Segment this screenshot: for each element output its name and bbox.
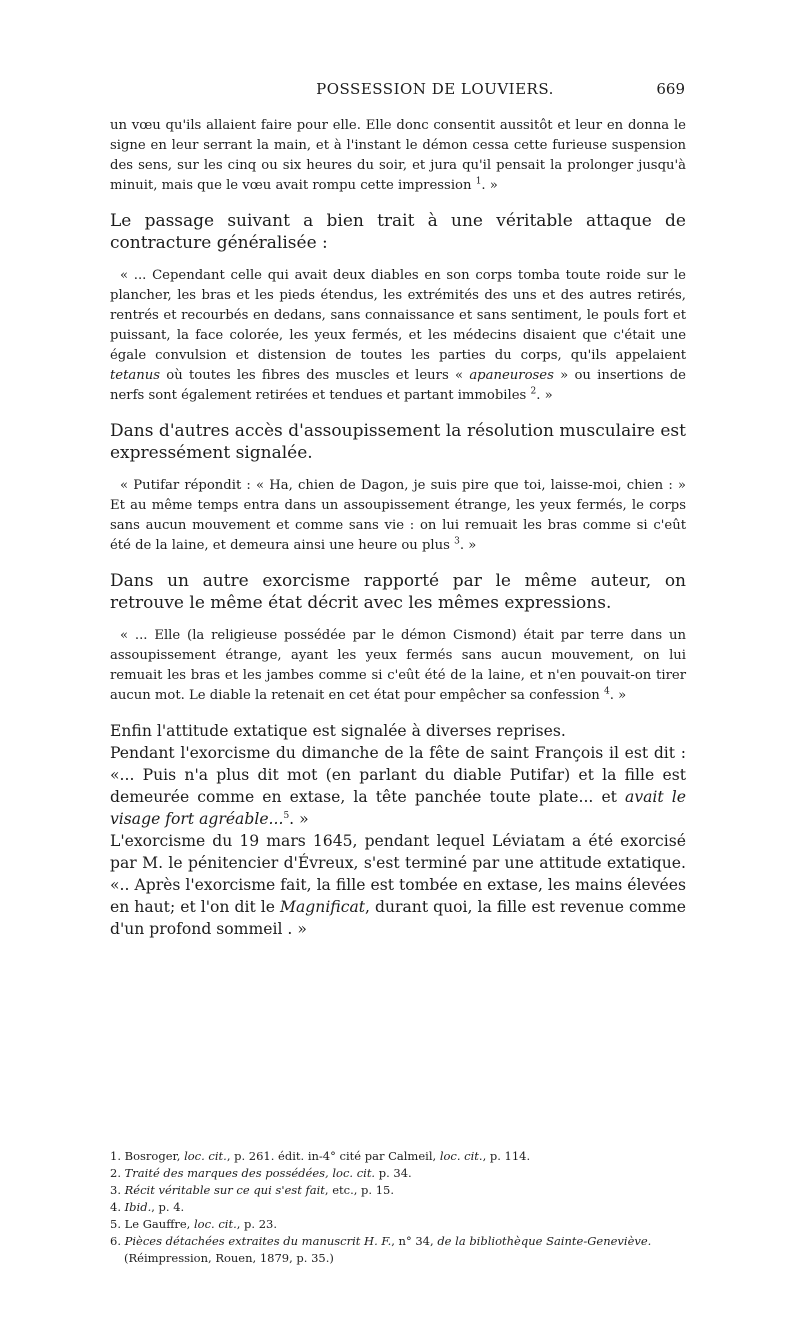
quote-contracture: « ... Cependant celle qui avait deux diables en son corps tomba toute roide sur le plancher, les bras et les pieds étendus, les extrémités des uns et des autres retirés, rentrés et recourbés en dedans, sans connaissance et sans sentiment, le pouls fort et puissant, la face colorée, les yeux fermés, et les médecins disaient que c'était une égale convulsion et distension de toutes les parties du corps, qu'ils appelaient tetanus où toutes les fibres des muscles et leurs « apaneuroses » ou insertions de nerfs sont également retirées et tendues et partant immobiles $^2$. »: [110, 268, 686, 403]
footnote-6: 6. Pièces détachées extraites du manuscrit H. F., n° 34, de la bibliothèque Sainte-Geneviève. (Réimpression, Rouen, 1879, p. 35.): [110, 1234, 652, 1265]
paragraph-lead-contracture: Le passage suivant a bien trait à une véritable attaque de contracture généralisée :: [110, 211, 686, 253]
footnote-1: 1. Bosroger, loc. cit., p. 261. édit. in-4° cité par Calmeil, loc. cit., p. 114.: [110, 1149, 531, 1163]
quote-putifar: « Putifar répondit : « Ha, chien de Dagon, je suis pire que toi, laisse-moi, chien : » Et au même temps entra dans un assoupissement étrange, les yeux fermés, le corps sans aucun mouvement et comme sans vie : on lui remuait les bras comme si c'eût été de la laine, et demeura ainsi une heure ou plus $^3$. »: [110, 478, 686, 553]
paragraph-leviatam: L'exorcisme du 19 mars 1645, pendant lequel Léviatam a été exorcisé par M. le pénitencier d'Évreux, s'est terminé par une attitude extatique. «.. Après l'exorcisme fait, la fille est tombée en extase, les mains élevées en haut; et l'on dit le Magnificat, durant quoi, la fille est revenue comme d'un profond sommeil . »: [110, 832, 686, 938]
footnote-5: 5. Le Gauffre, loc. cit., p. 23.: [110, 1217, 278, 1231]
running-title: POSSESSION DE LOUVIERS.: [316, 80, 554, 98]
footnote-3: 3. Récit véritable sur ce qui s'est fait, etc., p. 15.: [110, 1183, 394, 1197]
paragraph-lead-exorcism: Dans un autre exorcisme rapporté par le même auteur, on retrouve le même état décrit avec les mêmes expressions.: [110, 571, 686, 613]
paragraph-lead-extatic: Enfin l'attitude extatique est signalée à diverses reprises.: [110, 722, 566, 740]
body-text: [110, 116, 686, 940]
paragraph-saint-francois: Pendant l'exorcisme du dimanche de la fête de saint François il est dit : «... Puis n'a plus dit mot (en parlant du diable Putifar) et la fille est demeurée comme en extase, la tête panchée toute plate... et avait le visage fort agréable...$^5$. »: [110, 744, 686, 828]
paragraph-continued: un vœu qu'ils allaient faire pour elle. Elle donc consentit aussitôt et leur en donna le signe en leur serrant la main, et à l'instant le démon cessa cette furieuse suspension des sens, sur les cinq ou six heures du soir, et jura qu'il pensait la prolonger jusqu'à minuit, mais que le vœu avait rompu cette impression $^1$. »: [110, 118, 686, 193]
page-number: 669: [656, 80, 685, 98]
footnote-4: 4. Ibid., p. 4.: [110, 1200, 185, 1214]
page-header: [255, 80, 685, 100]
paragraph-lead-resolution: Dans d'autres accès d'assoupissement la résolution musculaire est expressément signalée.: [110, 421, 686, 463]
footnotes: [110, 1148, 686, 1267]
quote-cismond: « ... Elle (la religieuse possédée par le démon Cismond) était par terre dans un assoupissement étrange, ayant les yeux fermés sans aucun mouvement, on lui remuait les bras et les jambes comme si c'eût été de la laine, et n'en pouvait-on tirer aucun mot. Le diable la retenait en cet état pour empêcher sa confession $^4$. »: [110, 628, 686, 703]
footnote-2: 2. Traité des marques des possédées, loc. cit. p. 34.: [110, 1166, 412, 1180]
